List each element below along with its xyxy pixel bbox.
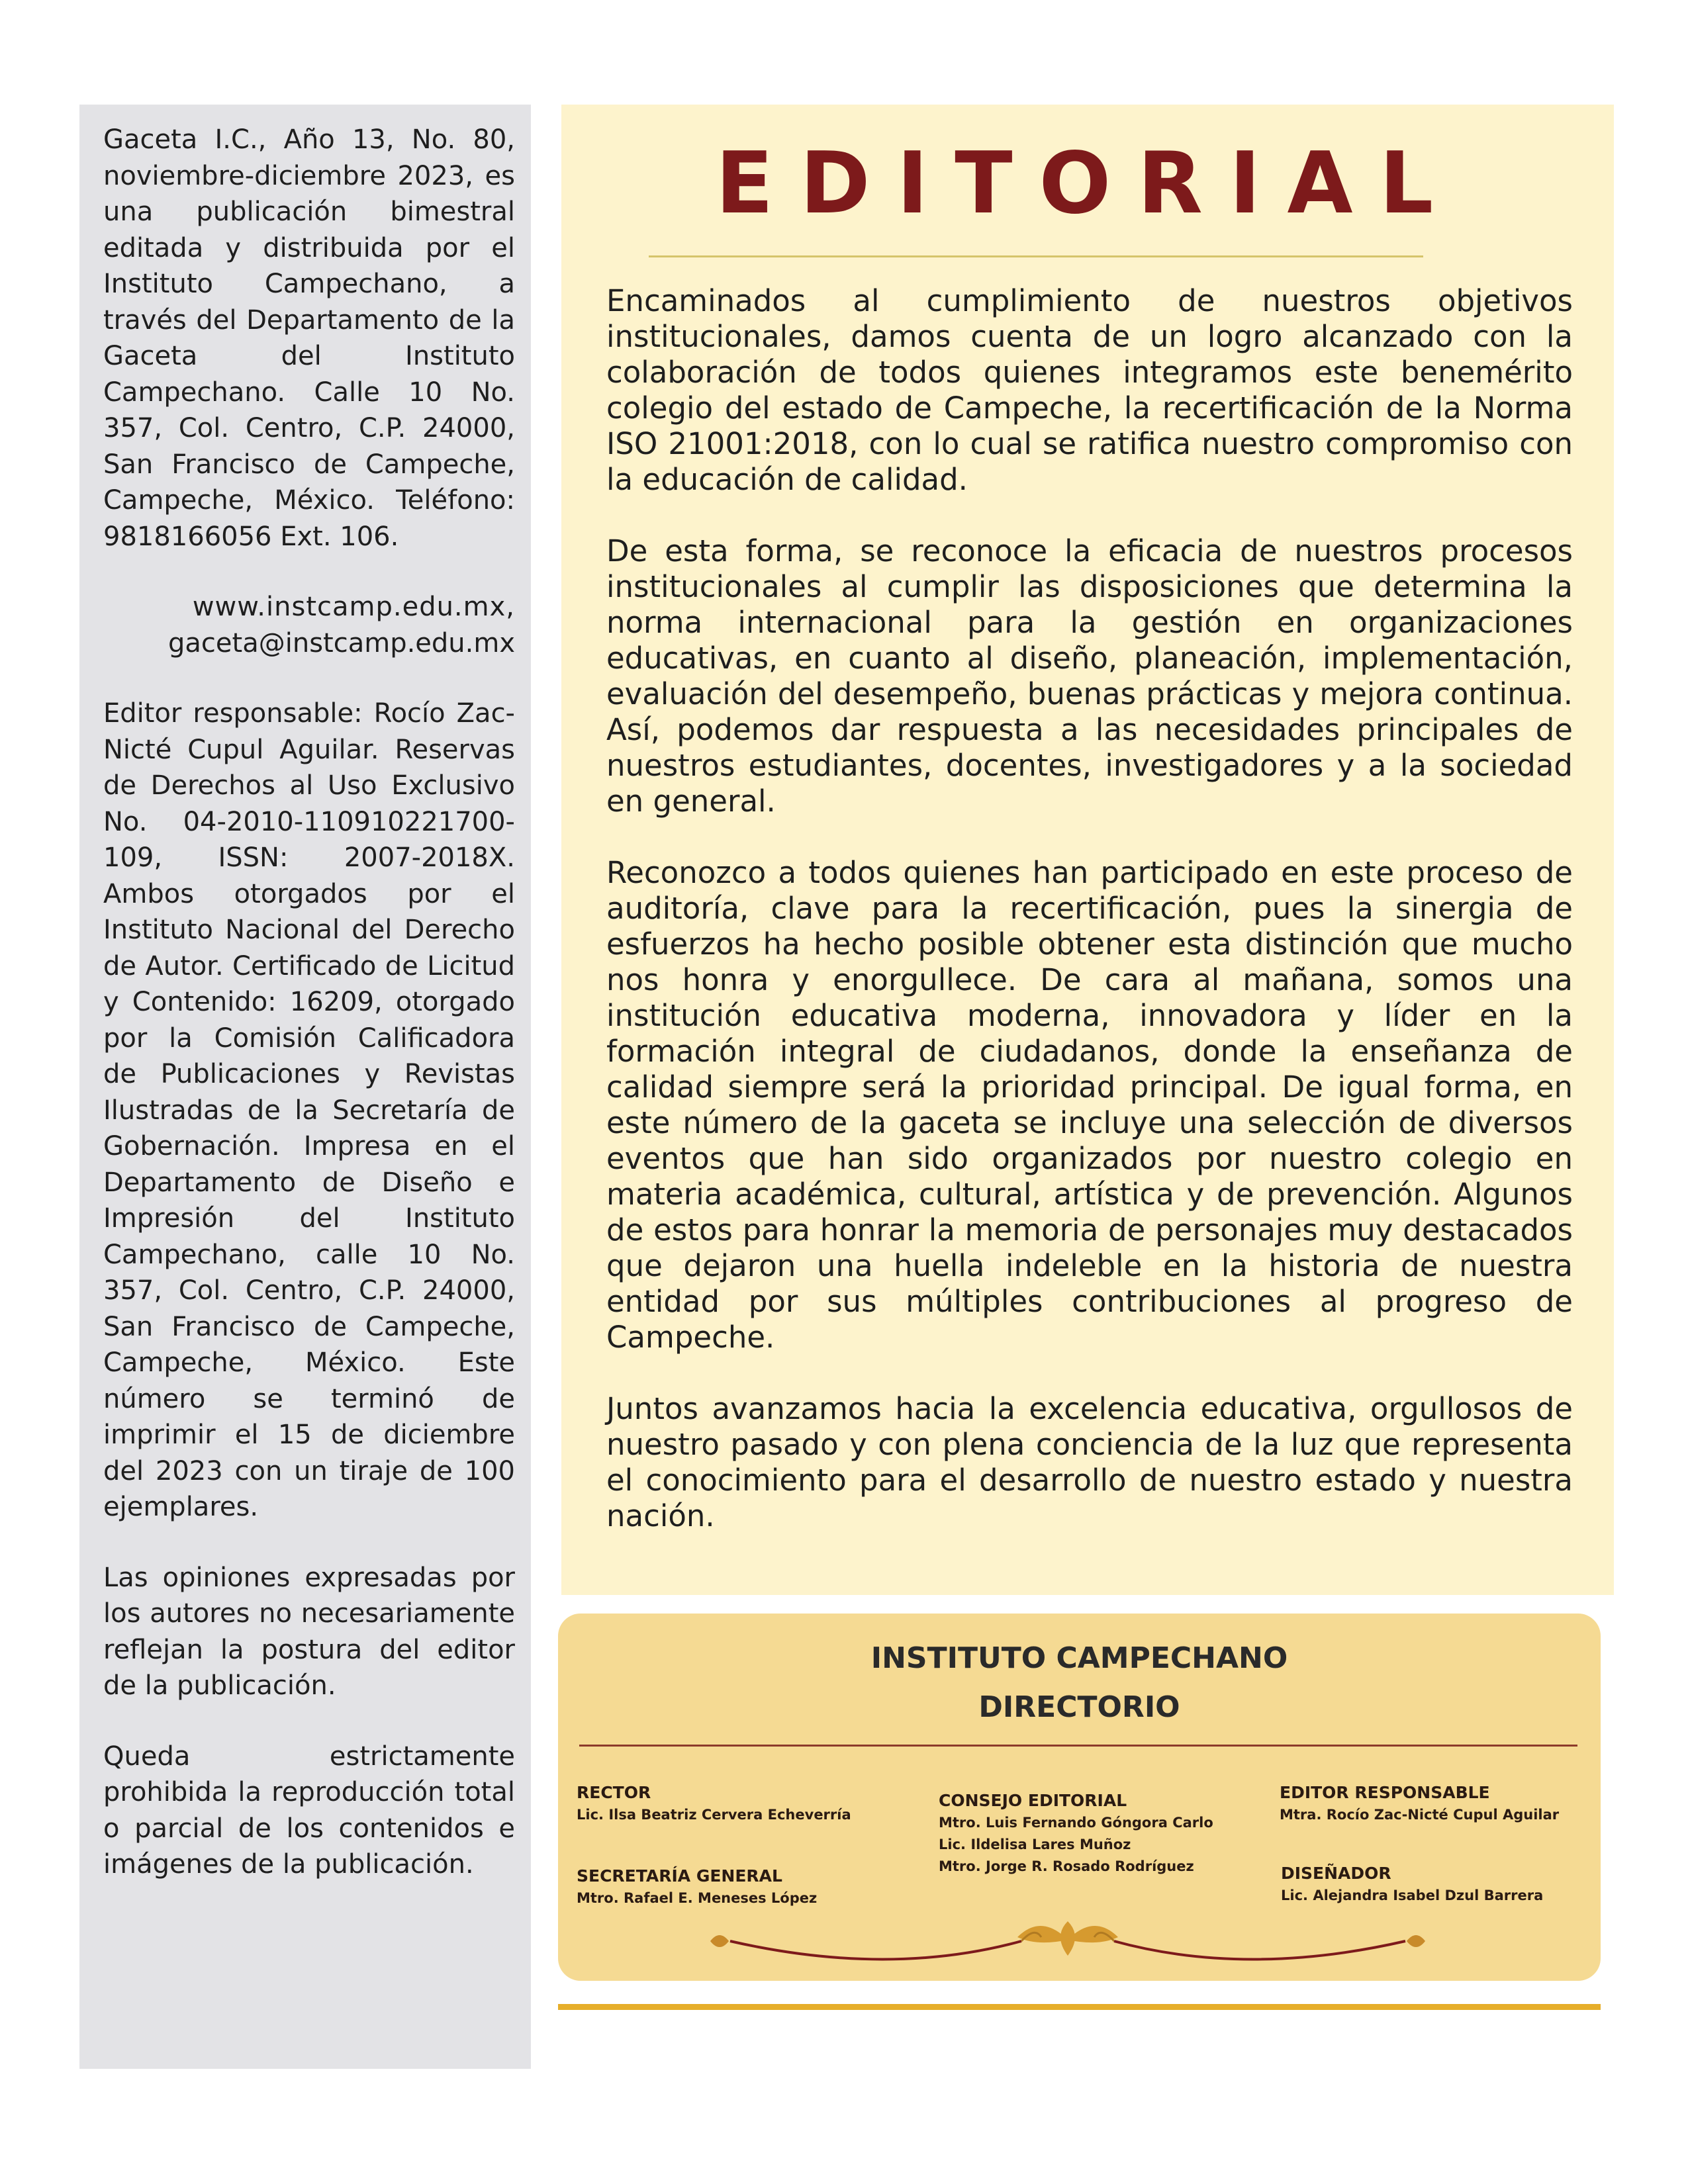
directory-heading: DIRECTORIO xyxy=(978,1690,1180,1724)
rector-name: Lic. Ilsa Beatriz Cervera Echeverría xyxy=(577,1807,851,1823)
directory-divider xyxy=(579,1745,1577,1747)
consejo-member: Lic. Ildelisa Lares Muñoz xyxy=(939,1837,1131,1852)
editor-block xyxy=(1280,1782,1559,1826)
editorial-panel xyxy=(561,105,1614,1595)
consejo-block xyxy=(939,1790,1213,1878)
consejo-member: Mtro. Luis Fernando Góngora Carlo xyxy=(939,1815,1213,1831)
consejo-label: CONSEJO EDITORIAL xyxy=(939,1791,1127,1810)
email-link[interactable]: gaceta@instcamp.edu.mx xyxy=(168,627,515,659)
footer-accent-line xyxy=(558,2004,1601,2010)
disenador-name: Lic. Alejandra Isabel Dzul Barrera xyxy=(1281,1888,1544,1903)
copyright-notice: Queda estrictamente prohibida la reproducción total o parcial de los contenidos e imágenes de la publicación. xyxy=(103,1741,515,1880)
contact-links xyxy=(103,589,515,661)
disenador-block xyxy=(1281,1862,1543,1907)
flourish-ornament-icon xyxy=(710,1915,1425,1968)
rector-block xyxy=(577,1782,851,1826)
directory-box xyxy=(558,1614,1601,1981)
title-divider xyxy=(649,255,1423,257)
secretaria-block xyxy=(577,1865,817,1909)
masthead-sidebar xyxy=(79,105,531,2069)
consejo-member: Mtro. Jorge R. Rosado Rodríguez xyxy=(939,1858,1194,1874)
secretaria-label: SECRETARÍA GENERAL xyxy=(577,1866,782,1886)
editor-label: EDITOR RESPONSABLE xyxy=(1280,1783,1490,1802)
editorial-body xyxy=(606,283,1573,1570)
disclaimer: Las opiniones expresadas por los autores no necesariamente reflejan la postura del editor de la publicación. xyxy=(103,1562,515,1701)
publication-info: Gaceta I.C., Año 13, No. 80, noviembre-diciembre 2023, es una publicación bimestral editada y distribuida por el Instituto Campechano, a través del Departamento de la Gaceta del Instituto Campechano. Calle 10 No. 357, Col. Centro, C.P. 24000, San Francisco de Campeche, Campeche, México. Teléfono: 9818166056 Ext. 106. xyxy=(103,124,515,552)
institute-heading: INSTITUTO CAMPECHANO xyxy=(870,1641,1288,1675)
editorial-title: EDITORIAL xyxy=(715,134,1460,233)
rector-label: RECTOR xyxy=(577,1783,651,1802)
disenador-label: DISEÑADOR xyxy=(1281,1864,1391,1883)
editorial-paragraph-3: Reconozco a todos quienes han participado en este proceso de auditoría, clave para la recertificación, pues la sinergia de esfuerzos ha hecho posible obtener esta distinción que mucho nos honra y enorgullece. De cara al mañana, somos una institución educativa moderna, innovadora y líder en la formación integral de ciudadanos, donde la enseñanza de calidad siempre será la prioridad principal. De igual forma, en este número de la gaceta se incluye una selección de diversos eventos que han sido organizados por nuestro colegio en materia académica, cultural, artística y de prevención. Algunos de estos para honrar la memoria de personajes muy destacados que dejaron una huella indeleble en la historia de nuestra entidad por sus múltiples contribuciones al progreso de Campeche. xyxy=(606,855,1573,1355)
website-link[interactable]: www.instcamp.edu.mx, xyxy=(192,592,515,622)
editorial-paragraph-4: Juntos avanzamos hacia la excelencia educativa, orgullosos de nuestro pasado y con plena conciencia de la luz que representa el conocimiento para el desarrollo de nuestro estado y nuestra nación. xyxy=(606,1391,1573,1533)
editorial-paragraph-1: Encaminados al cumplimiento de nuestros objetivos institucionales, damos cuenta de un logro alcanzado con la colaboración de todos quienes integramos este benemérito colegio del estado de Campeche, la recertificación de la Norma ISO 21001:2018, con lo cual se ratifica nuestro compromiso con la educación de calidad. xyxy=(606,283,1573,497)
legal-info: Editor responsable: Rocío Zac-Nicté Cupul Aguilar. Reservas de Derechos al Uso Exclusivo No. 04-2010-110910221700-109, ISSN: 2007-2018X. Ambos otorgados por el Instituto Nacional del Derecho de Autor. Certificado de Licitud y Contenido: 16209, otorgado por la Comisión Calificadora de Publicaciones y Revistas Ilustradas de la Secretaría de Gobernación. Impresa en el Departamento de Diseño e Impresión del Instituto Campechano, calle 10 No. 357, Col. Centro, C.P. 24000, San Francisco de Campeche, Campeche, México. Este número se terminó de imprimir el 15 de diciembre del 2023 con un tiraje de 100 ejemplares. xyxy=(103,698,515,1522)
editor-name: Mtra. Rocío Zac-Nicté Cupul Aguilar xyxy=(1280,1807,1560,1823)
editorial-paragraph-2: De esta forma, se reconoce la eficacia de nuestros procesos institucionales al cumplir las disposiciones que determina la norma internacional para la gestión en organizaciones educativas, en cuanto al diseño, planeación, implementación, evaluación del desempeño, buenas prácticas y mejora continua. Así, podemos dar respuesta a las necesidades principales de nuestros estudiantes, docentes, investigadores y a la sociedad en general. xyxy=(606,533,1573,819)
secretaria-name: Mtro. Rafael E. Meneses López xyxy=(577,1890,818,1906)
